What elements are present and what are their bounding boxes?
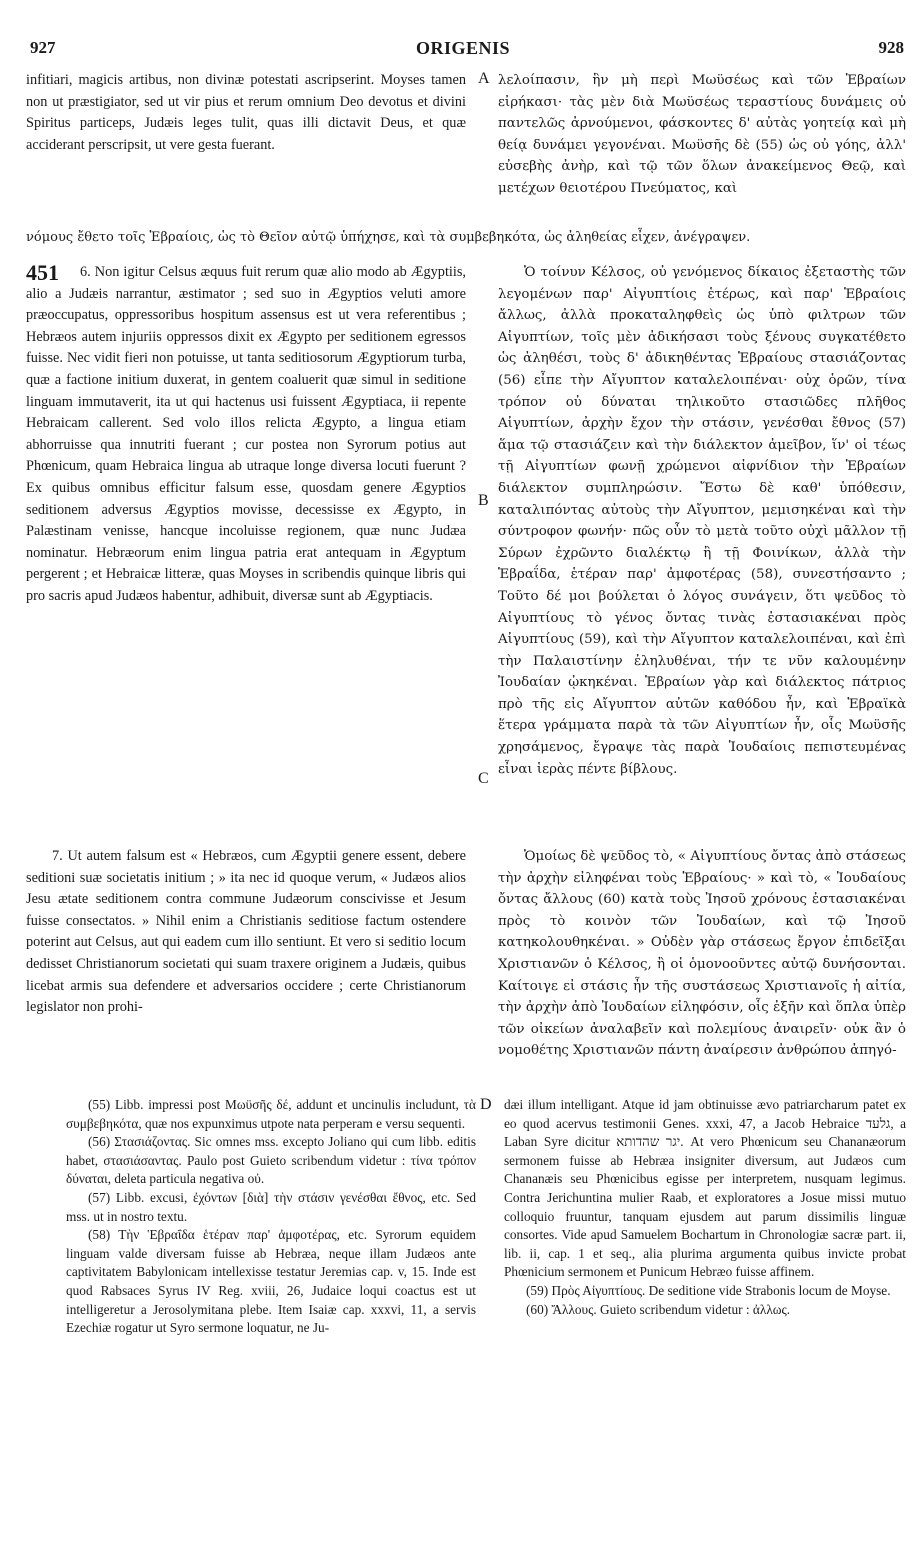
footnote-58-continued: dæi illum intelligant. Atque id jam obtinuisse ævo patriarcharum patet ex eo quod acervus testimonii Genes. xxxi, 47, a Jacob Hebraice גלעד, a Laban Syre dicitur יגר שהדותא. At vero Phœnicum seu Chananæorum sermonem fuisse ab Hebræa insigniter diversum, aut Judæos cum Chananæis seu Phœnicibus egisse per interpretem, nusquam legimus. Contra Jerichuntina mulier Raab, et exploratores a Josue missi mutuo colloquio fruuntur, tanquam ejusdem aut parum dissimilis linguæ consortes. Vide apud Samuelem Bochartum in Chronologiæ sacræ part. ii, lib. ii, cap. 1 et seq., alia plurima argumenta quibus invicte probat Phœnicium sermonem et Punicum Hebræo fuisse affinem.: [504, 1097, 906, 1280]
greek-paragraph-3: Ὁμοίως δὲ ψεῦδος τὸ, « Αἰγυπτίους ὄντας ἀπὸ στάσεως τὴν ἀρχὴν εἰληφέναι τοὺς Ἑβραίους· » καὶ τὸ, « Ἰουδαίους ὄντας ἄλλους (60) κατὰ τοὺς Ἰησοῦ χρόνους ἐστασιακέναι πρὸς τὸ κοινὸν τῶν Ἰουδαίων, καὶ τῷ Ἰησοῦ κατηκολουθηκέναι. » Οὐδὲν γὰρ στάσεως ἔργον ἐπιδεῖξαι Χριστιανῶν ὁ Κέλσος, ἢ οἱ ὁμονοοῦντες αὐτῷ δυνήσονται. Καίτοιγε εἰ στάσις ἦν τῆς συστάσεως Χριστιανοῖς ἡ αἰτία, τὴν ἀρχὴν ἀπὸ Ἰουδαίων εἰληφόσιν, οἷς ἐξῆν καὶ ὅπλα ὑπὲρ τῶν οἰκείων ἀναλαβεῖν καὶ πολεμίους ἀναιρεῖν· οὐκ ἂν ὁ νομοθέτης Χριστιανῶν πάντη ἀναίρεσιν ἀνθρώπου ἀπηγό-: [498, 849, 906, 1059]
footnote-60: (60) Ἄλλους. Guieto scribendum videtur : ἀλλως.: [526, 1301, 791, 1317]
footnote-55: (55) Libb. impressi post Μωϋσῆς δέ, addunt et uncinulis includunt, τὰ συμβεβηκότα, quæ nos expunximus utpote nata perperam e versu sequenti.: [66, 1097, 476, 1131]
greek-column-mid: [498, 262, 906, 780]
greek-paragraph-2: Ὁ τοίνυν Κέλσος, οὐ γενόμενος δίκαιος ἐξεταστὴς τῶν λεγομένων παρ' Αἰγυπτίοις ἑτέρως, καὶ παρ' Ἑβραίοις ἄλλως, ἀλλὰ προκαταληφθεὶς ὡς ὑπὸ φιλτρων τῶν Αἰγυπτίων, τοῖς μὲν ἀδικήσασι τοὺς ξένους συγκατέθετο ὡς ἀληθέσι, τοὺς δ' ἀδικηθέντας Ἑβραίους στασιάζοντας (56) εἶπε τὴν Αἴγυπτον καταλελοιπέναι· οὐχ ὁρῶν, τίνα τρόπον οὐ δύναται τηλικοῦτο στασιῶδες πλῆθος Αἰγυπτίων, ἀρχὴν ἔχον τὴν στάσιν, γενέσθαι ἔθνος (57) ἅμα τῷ στασιάζειν καὶ τὴν διάλεκτον ἀμεῖβον, ἵν' οἱ τέως τῇ Αἰγυπτίων φωνῇ χρώμενοι αἰφνίδιον τὴν Ἑβραίων διάλεκτον συμπληρώσιν. Ἔστω δὲ καθ' ὑπόθεσιν, καταλιπόντας αὐτοὺς τὴν Αἴγυπτον, μεμισηκέναι καὶ τὴν σύντροφον φωνήν· πῶς οὖν τὸ μετὰ τοῦτο οὐχὶ μᾶλλον τῇ Σύρων ἐχρῶντο διαλέκτῳ ἢ τῇ Φοινίκων, ἀλλὰ τὴν Ἑβραΐδα, ἑτέραν παρ' ἀμφοτέρας (58), συνεστήσαντο ; Τοῦτο δέ μοι βούλεται ὁ λόγος συνάγειν, ὅτι ψεῦδος τὸ Αἰγυπτίους τὸ γένος ὄντας τινὰς ἐστασιακέναι πρὸς Αἰγυπτίους (59), καὶ τὴν Αἴγυπτον καταλελοιπέναι, καὶ ἐπὶ τὴν Παλαιστίνην ἐληλυθέναι, τήν τε νῦν καλουμένην Ἰουδαίαν ᾠκηκέναι. Ἑβραίων γὰρ καὶ διάλεκτος πάτριος πρὸ τῆς εἰς Αἴγυπτον αὐτῶν καθόδου ἦν, καὶ Ἑβραϊκὰ ἕτερα γράμματα παρὰ τὰ τῶν Αἰγυπτίων ἦν, οἷς Μωϋσῆς χρησάμενος, ἔγραψε τὰς παρὰ Ἰουδαίοις πεπιστευμένας εἶναι ἱερὰς πέντε βίβλους.: [498, 265, 906, 777]
chapter-number: 451: [26, 260, 59, 285]
footnotes-right: [504, 1096, 906, 1319]
spanning-greek-right: καὶ τὰ συμβεβηκότα, ὡς ἀληθείας εἶχεν, ἀνέγραψεν.: [403, 230, 751, 245]
running-header: [22, 38, 904, 62]
footnote-58: (58) Τὴν Ἑβραΐδα ἑτέραν παρ' ἀμφοτέρας, etc. Syrorum equidem linguam valde diversam fuisse ab Hebræa, neque illam Judæos ante captivitatem Babylonicam intellexisse testatur Jeremias cap. v, 15. Inde est quod Rabsaces Syrus IV Reg. xviii, 26, Judaice loqui coactus est ut intelligeretur a Jerosolymitana plebe. Item Isaiæ cap. xxxvi, 11, a servis Ezechiæ rogatur ut Syro sermone loquatur, ne Ju-: [66, 1227, 476, 1336]
latin-column-top: [26, 70, 466, 156]
margin-marker-b: B: [478, 492, 489, 509]
spanning-greek-line: [26, 226, 906, 249]
latin-column-mid: [26, 262, 466, 608]
latin-paragraph-2: 6. Non igitur Celsus æquus fuit rerum quæ alio modo ab Ægyptiis, alio a Judæis narrantur, æstimator ; sed suo in Ægyptios veluti amore præoccupatus, oppressoribus hospitum assensus est ut vera referentibus ; Hebræos autem injuriis oppressos dixit ex Ægypto per seditionem egressos fuisse. Nec vidit fieri non potuisse, ut tanta seditiosorum Ægyptiorum turba, quæ a factione initium duxerat, in gentem coaluerit quæ simul in seditione linguam immutaverit, ita ut qui hactenus usi fuissent Ægyptiaca, ii repente Hebraicam callerent. Sed volo illos relicta Ægypto, a lingua etiam abhorruisse qua innutriti fuerant ; cur postea non Syrorum potius aut Phœnicum, quam Hebraica lingua ab utraque longe diversa locuti fuerunt ? Ex quibus omnibus efficitur falsum esse, quosdam genere Ægyptios seditionem adversus Ægyptios movisse, decessisse ex Ægypto, in Palæstinam venisse, hancque incoluisse regionem, quæ nunc Judæa nominatur. Hebræorum enim lingua patria erat antequam in Ægyptum pergerent ; et Hebraicæ litteræ, quas Moyses in scribendis quinque libris qui pro sacris apud Judæos habentur, adhibuit, diversæ sunt ab Ægyptiacis.: [26, 264, 466, 604]
spanning-greek-left: νόμους ἔθετο τοῖς Ἑβραίοις, ὡς τὸ Θεῖον αὐτῷ ὑπήχησε,: [26, 230, 400, 245]
footnote-56: (56) Στασιάζοντας. Sic omnes mss. excepto Joliano qui cum libb. editis habet, στασιάσαντας. Paulo post Guieto scribendum videtur : τίνα τρόπον δύναται, deleta particula negativa οὐ.: [66, 1134, 476, 1187]
page-number-right: 928: [878, 38, 904, 57]
footnotes-left: [66, 1096, 476, 1338]
latin-paragraph-3: 7. Ut autem falsum est « Hebræos, cum Ægyptii genere essent, debere seditioni suæ societatis initium ; » ita nec id quoque verum, « Judæos alios Jesu ætate seditionem contra commune Judæorum conscivisse et Jesum fuisse consectatos. » Nihil enim a Christianis seditiose factum ostendere poterint aut Celsus, aut qui eadem cum illo sentiunt. Et vero si seditio locum dedisset Christianorum societati qui suam traxere originem a Judæis, quibus licebat armis sua defendere et adversarios occidere ; certe Christianorum legislator non prohi-: [26, 848, 466, 1016]
margin-marker-d: D: [480, 1096, 492, 1113]
page-number-left: 927: [30, 38, 56, 57]
margin-marker-c: C: [478, 770, 489, 787]
greek-column-top: [498, 70, 906, 200]
footnote-59: (59) Πρὸς Αἰγυπτίους. De seditione vide Strabonis locum de Moyse.: [526, 1282, 891, 1298]
margin-marker-a: A: [478, 70, 490, 87]
greek-column-bottom: [498, 846, 906, 1062]
latin-paragraph-1: infitiari, magicis artibus, non divinæ potestati ascripserint. Moyses tamen non ut præstigiator, sed ut vir pius et rerum omnium Deo devotus et divini Spiritus particeps, Judæis leges tulit, quas illi dictavit Deus, et quæ acciderant perscripsit, ut vere gesta fuerant.: [26, 72, 466, 153]
latin-column-bottom: [26, 846, 466, 1019]
footnote-57: (57) Libb. excusi, ἐχόντων [διὰ] τὴν στάσιν γενέσθαι ἔθνος, etc. Sed mss. ut in nostro textu.: [66, 1189, 476, 1224]
greek-paragraph-1: λελοίπασιν, ἣν μὴ περὶ Μωϋσέως καὶ τῶν Ἑβραίων εἰρήκασι· τὰς μὲν διὰ Μωϋσέως τεραστίους δυνάμεις οὐ παντελῶς ἀρνούμενοι, φάσκοντες δ' αὐτὰς γοητείᾳ καὶ μὴ θείᾳ δυνάμει γεγονέναι. Μωϋσῆς δὲ (55) ὡς οὐ γόης, ἀλλ' εὐσεβὴς ἀνὴρ, καὶ τῷ τῶν ὅλων ἀνακείμενος Θεῷ, καὶ μετέχων θειοτέρου Πνεύματος, καὶ: [498, 73, 906, 196]
running-title: ORIGENIS: [415, 38, 511, 58]
